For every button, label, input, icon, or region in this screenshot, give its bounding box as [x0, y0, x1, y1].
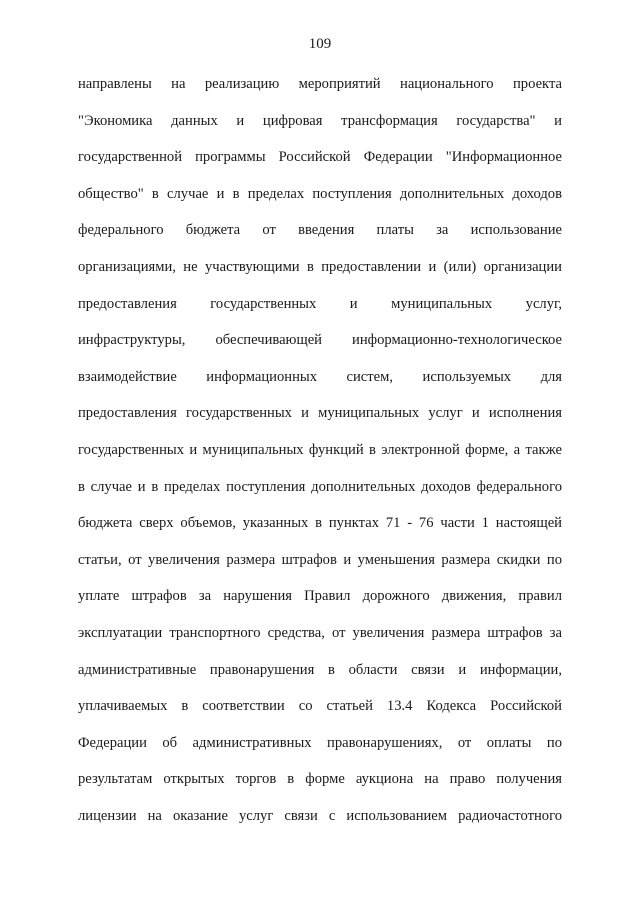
text-line: уплачиваемых в соответствии со статьей 13.4 Кодекса Российской	[78, 698, 562, 715]
text-line: Федерации об административных правонарушениях, от оплаты по	[78, 734, 562, 751]
text-line: статьи, от увеличения размера штрафов и уменьшения размера скидки по	[78, 551, 562, 568]
text-line: взаимодействие информационных систем, используемых для	[78, 368, 562, 385]
page-number: 109	[308, 36, 332, 52]
text-line: в случае и в пределах поступления дополнительных доходов федерального	[78, 478, 562, 495]
text-line: предоставления государственных и муниципальных услуг,	[78, 295, 562, 312]
text-line: бюджета сверх объемов, указанных в пунктах 71 - 76 части 1 настоящей	[78, 515, 562, 532]
text-line: лицензии на оказание услуг связи с использованием радиочастотного	[78, 807, 562, 824]
text-line: общество" в случае и в пределах поступления дополнительных доходов	[78, 185, 562, 202]
text-line: государственной программы Российской Федерации "Информационное	[78, 149, 562, 166]
text-line: инфраструктуры, обеспечивающей информационно-технологическое	[78, 332, 562, 349]
text-line: предоставления государственных и муниципальных услуг и исполнения	[78, 405, 562, 422]
text-line: государственных и муниципальных функций в электронной форме, а также	[78, 441, 562, 458]
text-line: "Экономика данных и цифровая трансформация государства" и	[78, 112, 562, 129]
text-line: административные правонарушения в области связи и информации,	[78, 661, 562, 678]
text-line: направлены на реализацию мероприятий национального проекта	[78, 76, 562, 92]
text-line: уплате штрафов за нарушения Правил дорожного движения, правил	[78, 588, 562, 605]
text-line: организациями, не участвующими в предоставлении и (или) организации	[78, 258, 562, 275]
text-line: результатам открытых торгов в форме аукциона на право получения	[78, 771, 562, 788]
text-line: федерального бюджета от введения платы за использование	[78, 222, 562, 239]
body-text	[78, 66, 562, 834]
text-line: эксплуатации транспортного средства, от увеличения размера штрафов за	[78, 624, 562, 641]
